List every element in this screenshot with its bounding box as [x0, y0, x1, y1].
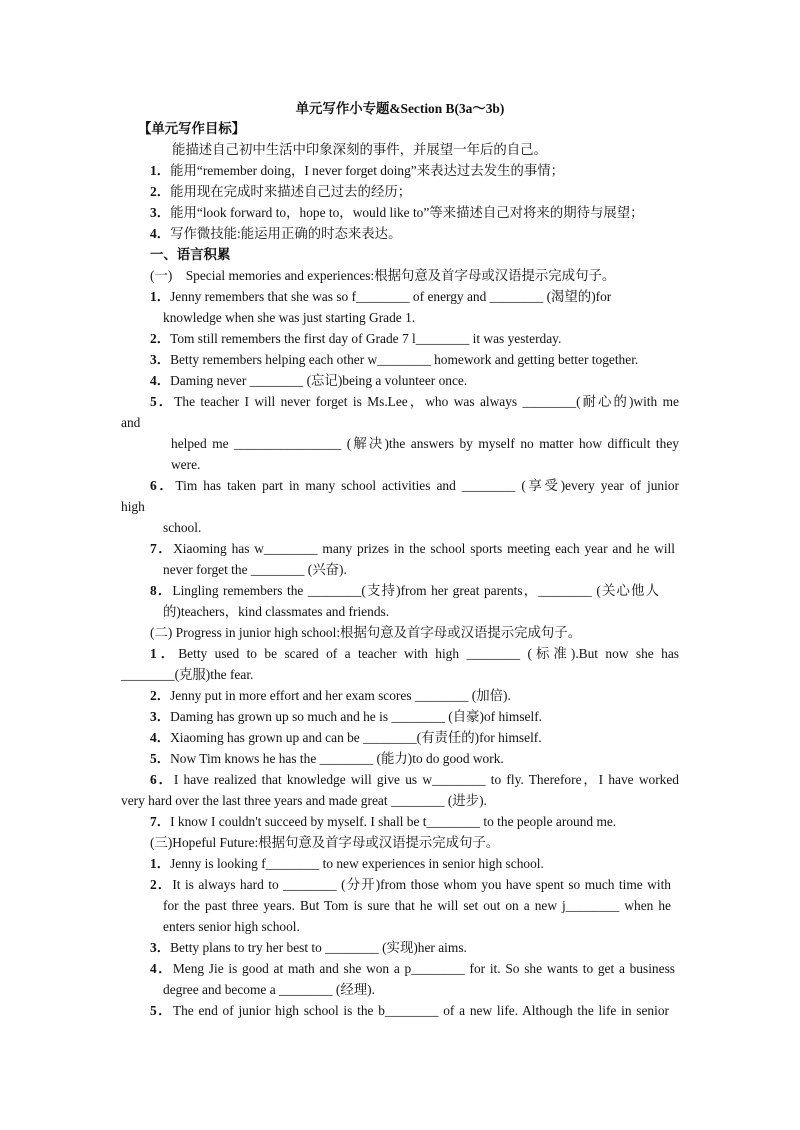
goal-number: 2．: [150, 184, 171, 199]
question-text: Jenny put in more effort and her exam scores ________ (加倍).: [170, 688, 511, 703]
question-text: I have realized that knowledge will give us w________ to fly. Therefore，I have worked: [173, 772, 680, 787]
question-text: Lingling remembers the ________(支持)from her great parents，________ (关心他人: [172, 583, 659, 598]
question-continuation: high: [121, 499, 145, 514]
question-continuation: were.: [171, 457, 201, 472]
goal-number: 4．: [150, 226, 171, 241]
question-text: Betty used to be scared of a teacher with high ________ (标准).But now she has: [178, 646, 680, 661]
question-number: 1．: [150, 289, 171, 304]
question-number: 3．: [150, 352, 171, 367]
question-text: Now Tim knows he has the ________ (能力)to do good work.: [170, 751, 504, 766]
goal-text: 能用现在完成时来描述自己过去的经历；: [170, 184, 412, 199]
question-continuation: 的)teachers，kind classmates and friends.: [163, 604, 390, 619]
question-text: It is always hard to ________ (分开)from those whom you have spent so much time with: [172, 877, 671, 892]
question-continuation: and: [121, 415, 141, 430]
question-number: 6．: [150, 772, 174, 787]
question-text: Xiaoming has grown up and can be ________(有责任的)for himself.: [170, 730, 542, 745]
part3-heading: (三)Hopeful Future:根据句意及首字母或汉语提示完成句子。: [150, 835, 500, 850]
goal-number: 3．: [150, 205, 171, 220]
question-number: 6．: [150, 478, 176, 493]
question-3-5: [150, 1002, 669, 1020]
question-number: 7．: [150, 814, 171, 829]
question-1-7: [150, 540, 675, 558]
question-number: 3．: [150, 709, 171, 724]
question-number: 7．: [150, 541, 174, 556]
question-text: Daming has grown up so much and he is ________ (自豪)of himself.: [170, 709, 543, 724]
question-number: 2．: [150, 688, 171, 703]
question-continuation: knowledge when she was just starting Grade 1.: [163, 310, 416, 325]
question-continuation: for the past three years. But Tom is sure that he will set out on a new j________ when he: [163, 898, 671, 913]
question-text: Betty remembers helping each other w________ homework and getting better together.: [170, 352, 639, 367]
goal-number: 1．: [150, 163, 171, 178]
question-2-5: [150, 750, 504, 768]
question-number: 1．: [150, 856, 171, 871]
goals-heading: 【单元写作目标】: [138, 121, 246, 136]
question-text: Betty plans to try her best to ________ (实现)her aims.: [170, 940, 467, 955]
question-text: Jenny is looking f________ to new experiences in senior high school.: [170, 856, 544, 871]
question-continuation: very hard over the last three years and made great ________ (进步).: [121, 793, 487, 808]
page-title: 单元写作小专题&Section B(3a～3b): [295, 101, 505, 116]
question-number: 5．: [150, 394, 175, 409]
question-1-4: [150, 372, 467, 390]
question-3-1: [150, 855, 544, 873]
question-continuation: ________(克服)the fear.: [121, 667, 254, 682]
question-continuation: school.: [163, 520, 202, 535]
question-number: 4．: [150, 373, 171, 388]
question-number: 4．: [150, 730, 171, 745]
question-text: Daming never ________ (忘记)being a volunteer once.: [170, 373, 468, 388]
goal-item: [150, 183, 411, 201]
question-text: Tom still remembers the first day of Grade 7 l________ it was yesterday.: [170, 331, 562, 346]
question-1-5: [150, 393, 679, 411]
question-2-1: [150, 645, 679, 663]
question-number: 5．: [150, 751, 171, 766]
question-text: Jenny remembers that she was so f________ of energy and ________ (渴望的)for: [170, 289, 612, 304]
question-1-3: [150, 351, 638, 369]
question-2-7: [150, 813, 616, 831]
question-continuation: helped me ________________ (解决)the answers by myself no matter how difficult they: [171, 436, 679, 451]
goal-item: [150, 204, 644, 222]
goal-item: [150, 162, 564, 180]
question-text: The end of junior high school is the b________ of a new life. Although the life in senior: [172, 1003, 669, 1018]
goal-text: 能用“look forward to，hope to，would like to”等来描述自己对将来的期待与展望；: [170, 205, 644, 220]
question-text: The teacher I will never forget is Ms.Lee，who was always ________(耐心的)with me: [174, 394, 679, 409]
section-heading-language: 一、语言积累: [150, 247, 231, 262]
question-3-3: [150, 939, 467, 957]
question-2-3: [150, 708, 542, 726]
question-1-8: [150, 582, 659, 600]
question-text: Meng Jie is good at math and she won a p________ for it. So she wants to get a business: [172, 961, 675, 976]
question-1-2: [150, 330, 561, 348]
question-1-6: [150, 477, 679, 495]
question-number: 8．: [150, 583, 173, 598]
question-number: 4．: [150, 961, 173, 976]
question-continuation: degree and become a ________ (经理).: [163, 982, 375, 997]
question-number: 3．: [150, 940, 171, 955]
goal-text: 能用“remember doing，I never forget doing”来表达过去发生的事情；: [170, 163, 565, 178]
question-number: 5．: [150, 1003, 173, 1018]
question-3-4: [150, 960, 675, 978]
goals-intro: 能描述自己初中生活中印象深刻的事件，并展望一年后的自己。: [172, 142, 547, 157]
question-number: 2．: [150, 331, 171, 346]
question-1-1: [150, 288, 611, 306]
goal-text: 写作微技能:能运用正确的时态来表达。: [170, 226, 402, 241]
question-text: Xiaoming has w________ many prizes in the school sports meeting each year and he will: [173, 541, 675, 556]
question-number: 1．: [150, 646, 179, 661]
question-2-6: [150, 771, 679, 789]
question-2-4: [150, 729, 542, 747]
part1-heading: (一) Special memories and experiences:根据句意及首字母或汉语提示完成句子。: [150, 268, 616, 283]
question-2-2: [150, 687, 511, 705]
question-continuation: enters senior high school.: [163, 919, 300, 934]
goal-item: [150, 225, 401, 243]
part2-heading: (二) Progress in junior high school:根据句意及首字母或汉语提示完成句子。: [150, 625, 582, 640]
question-3-2: [150, 876, 671, 894]
question-number: 2．: [150, 877, 173, 892]
question-text: I know I couldn't succeed by myself. I shall be t________ to the people around me.: [170, 814, 617, 829]
question-continuation: never forget the ________ (兴奋).: [163, 562, 347, 577]
question-text: Tim has taken part in many school activities and ________ (享受)every year of junior: [175, 478, 679, 493]
